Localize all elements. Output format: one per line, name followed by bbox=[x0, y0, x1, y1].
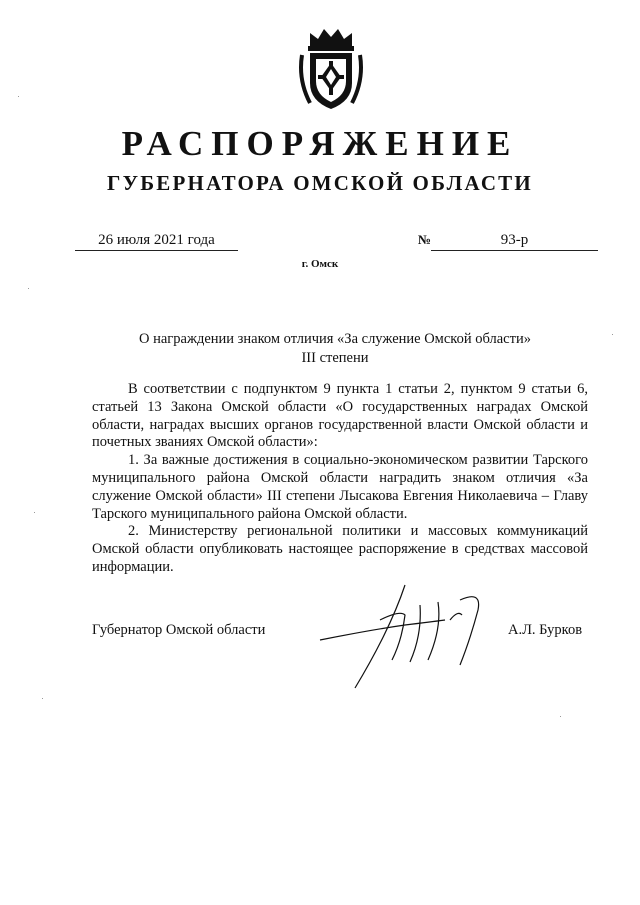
document-title: РАСПОРЯЖЕНИЕ bbox=[121, 124, 519, 163]
body-paragraph: В соответствии с подпунктом 9 пункта 1 статьи 2, пунктом 9 статьи 6, статьей 13 Закона Омской области «О государственных наградах Омской области, наградах высших органов государственной власти Омской области и почетных званиях Омской области»: bbox=[92, 381, 588, 451]
handwritten-signature bbox=[310, 580, 500, 690]
document-city: г. Омск bbox=[301, 258, 339, 270]
subject-line-1: О награждении знаком отличия «За служение Омской области» bbox=[139, 331, 531, 347]
document-subtitle: ГУБЕРНАТОРА ОМСКОЙ ОБЛАСТИ bbox=[107, 171, 533, 195]
scan-speck bbox=[28, 288, 29, 289]
body-paragraph: 1. За важные достижения в социально-экономическом развитии Тарского муниципального района Омской области наградить знаком отличия «За служение Омской области» III степени Лысакова Евгения Николаевича – Главу Тарского муниципального района Омской области. bbox=[92, 452, 588, 522]
scan-speck bbox=[560, 716, 561, 717]
body-paragraph: 2. Министерству региональной политики и массовых коммуникаций Омской области опубликовать настоящее распоряжение в средствах массовой информации. bbox=[92, 523, 588, 575]
scan-speck bbox=[34, 512, 35, 513]
signatory-position: Губернатор Омской области bbox=[92, 622, 266, 638]
document-number: 93-р bbox=[431, 230, 598, 251]
scan-speck bbox=[42, 698, 43, 699]
signatory-name: А.Л. Бурков bbox=[508, 622, 583, 638]
document-body bbox=[92, 381, 588, 577]
scan-speck bbox=[612, 334, 613, 335]
number-label: № bbox=[418, 232, 432, 247]
scan-speck bbox=[18, 96, 19, 97]
coat-of-arms-icon bbox=[296, 25, 366, 113]
subject-line-2: III степени bbox=[301, 350, 369, 366]
document-subject bbox=[95, 330, 575, 368]
document-date: 26 июля 2021 года bbox=[75, 230, 238, 251]
